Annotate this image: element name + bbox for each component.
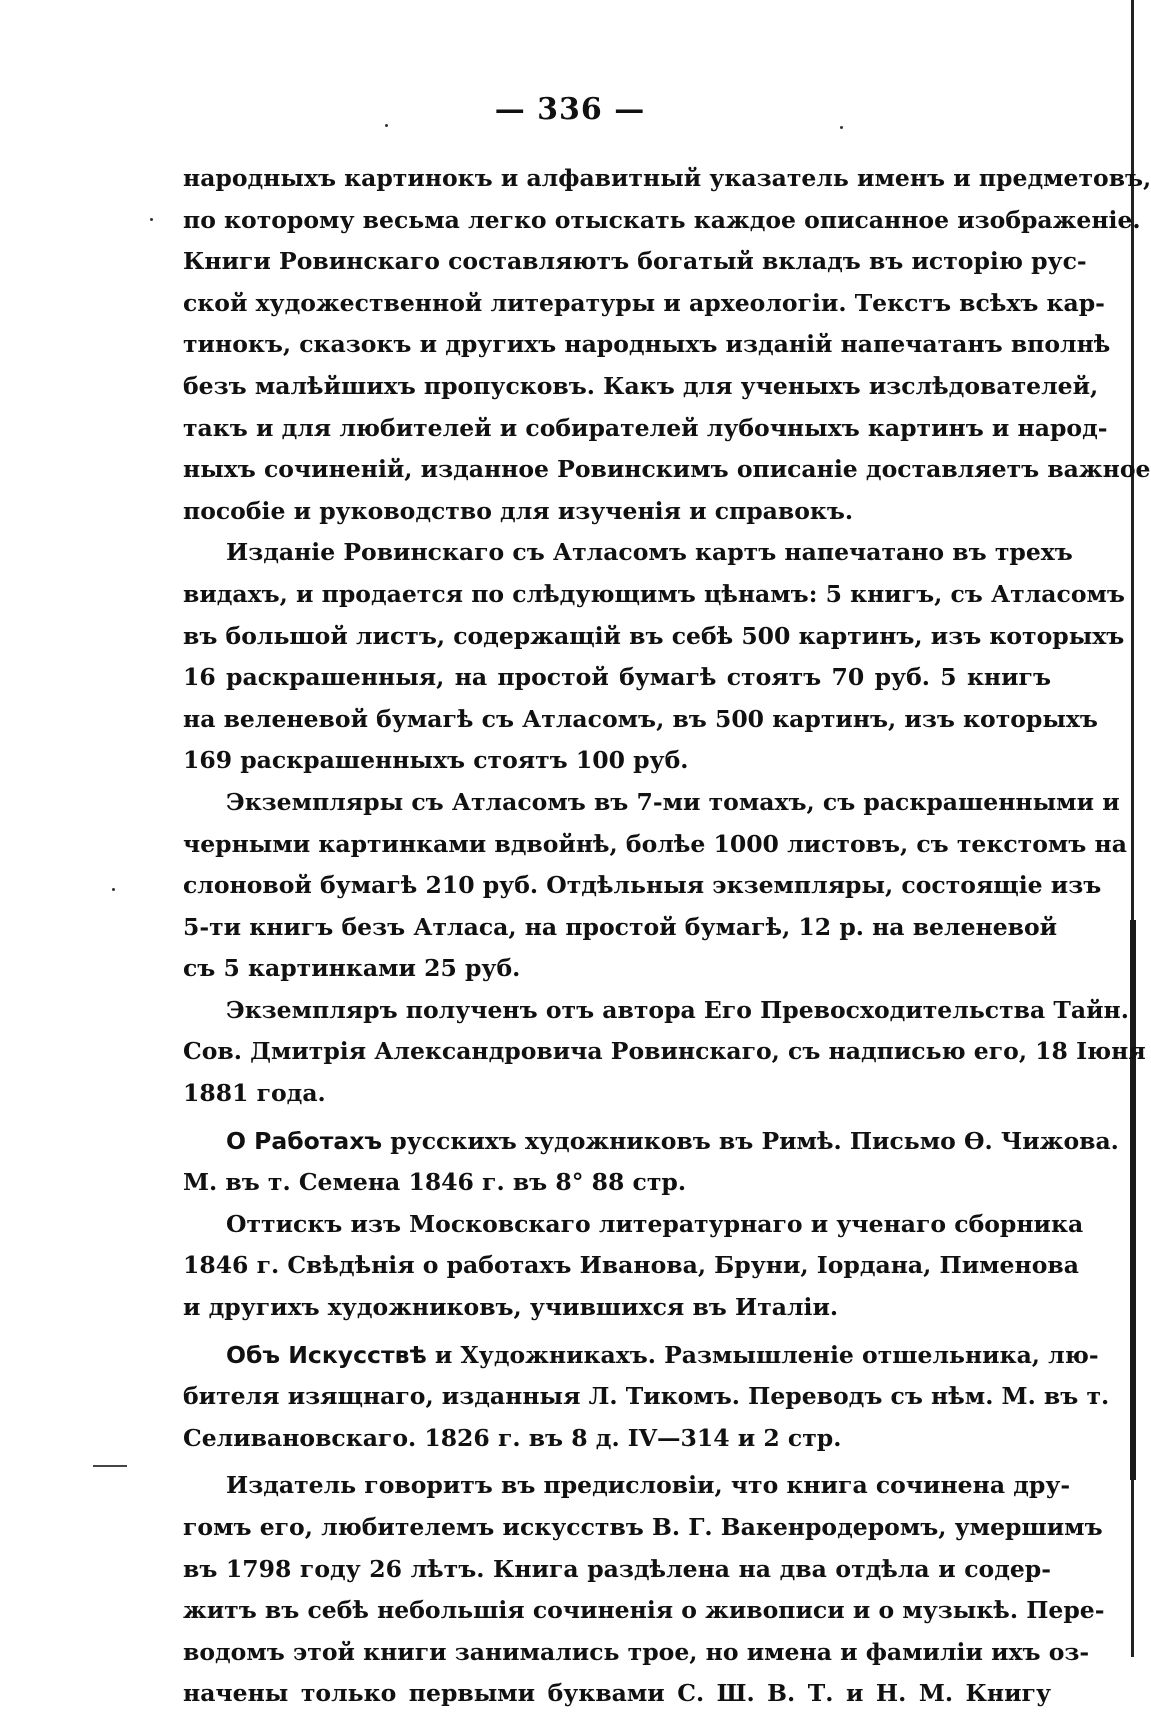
- line-text: пособіе и руководство для изученія и справокъ.: [183, 496, 854, 525]
- line-text: и Художникахъ. Размышленіе отшельника, лю-: [426, 1340, 1099, 1369]
- text-line: [183, 824, 1127, 866]
- text-line: [183, 1549, 1051, 1591]
- text-line: [183, 574, 1125, 616]
- text-line: [183, 1245, 1079, 1287]
- text-line: [183, 449, 1151, 491]
- line-text: 1881 года.: [183, 1079, 326, 1108]
- text-line: [183, 1376, 1110, 1418]
- line-text: такъ и для любителей и собирателей лубочныхъ картинъ и народ-: [183, 413, 1108, 442]
- line-text: народныхъ картинокъ и алфавитный указатель именъ и предметовъ,: [183, 164, 1151, 192]
- text-line: [183, 1287, 1051, 1329]
- text-line: [183, 865, 1102, 907]
- text-line: [183, 990, 1129, 1032]
- text-line: [183, 491, 1051, 533]
- print-speck: [112, 888, 115, 891]
- text-line: [183, 324, 1111, 366]
- text-line: [183, 408, 1108, 450]
- line-text: ской художественной литературы и археологіи. Текстъ всѣхъ кар-: [183, 288, 1105, 317]
- line-text: съ 5 картинками 25 руб.: [183, 954, 521, 983]
- text-line: [183, 1204, 1084, 1246]
- text-line: [183, 532, 1073, 574]
- line-text: 5-ти книгъ безъ Атласа, на простой бумагѣ, 12 р. на веленевой: [183, 912, 1058, 941]
- print-speck: [150, 218, 153, 221]
- line-text: Экземпляръ полученъ отъ автора Его Превосходительства Тайн.: [226, 995, 1129, 1024]
- text-line: [183, 200, 1141, 242]
- line-text: Книги Ровинскаго составляютъ богатый вкладъ въ исторію рус-: [183, 247, 1087, 276]
- line-text: водомъ этой книги занимались трое, но имена и фамиліи ихъ оз-: [183, 1637, 1090, 1666]
- line-text: черными картинками вдвойнѣ, болѣе 1000 листовъ, съ текстомъ на: [183, 829, 1127, 858]
- text-line: [183, 1121, 1119, 1163]
- line-text: Оттискъ изъ Московскаго литературнаго и ученаго сборника: [226, 1209, 1084, 1238]
- text-line: [183, 1673, 1051, 1715]
- line-text: бителя изящнаго, изданныя Л. Тикомъ. Переводъ съ нѣм. М. въ т.: [183, 1382, 1110, 1411]
- text-line: [183, 1507, 1103, 1549]
- line-text: начены только первыми буквами С. Ш. В. Т. и Н. М. Книгу: [183, 1679, 1051, 1708]
- line-text: по которому весьма легко отыскать каждое описанное изображеніе.: [183, 205, 1141, 234]
- line-text: Издатель говоритъ въ предисловіи, что книга сочинена дру-: [226, 1471, 1071, 1500]
- entry-title: Объ Искусствѣ: [226, 1340, 427, 1369]
- page-number: — 336 —: [494, 92, 646, 127]
- line-text: и другихъ художниковъ, учившихся въ Италіи.: [183, 1293, 839, 1322]
- line-text: житъ въ себѣ небольшія сочиненія о живописи и о музыкѣ. Пере-: [183, 1596, 1105, 1625]
- document-body: [183, 158, 1151, 1715]
- line-text: ныхъ сочиненій, изданное Ровинскимъ описаніе доставляетъ важное: [183, 455, 1151, 484]
- line-text: 169 раскрашенныхъ стоятъ 100 руб.: [183, 746, 689, 775]
- text-line: [183, 948, 1051, 990]
- text-line: [183, 699, 1098, 741]
- line-text: въ 1798 году 26 лѣтъ. Книга раздѣлена на два отдѣла и содер-: [183, 1554, 1051, 1583]
- line-text: 16 раскрашенныя, на простой бумагѣ стоятъ 70 руб. 5 книгъ: [183, 663, 1051, 692]
- text-line: [183, 907, 1058, 949]
- text-line: [183, 1465, 1071, 1507]
- line-text: на веленевой бумагѣ съ Атласомъ, въ 500 картинъ, изъ которыхъ: [183, 704, 1098, 733]
- line-text: безъ малѣйшихъ пропусковъ. Какъ для ученыхъ изслѣдователей,: [183, 371, 1099, 400]
- line-text: Сов. Дмитрія Александровича Ровинскаго, съ надписью его, 18 Іюня: [183, 1037, 1146, 1066]
- text-line: [183, 1162, 1051, 1204]
- margin-mark: [93, 1465, 127, 1467]
- line-text: 1846 г. Свѣдѣнія о работахъ Иванова, Бруни, Іордана, Пименова: [183, 1251, 1079, 1280]
- text-line: [183, 657, 1051, 699]
- text-line: [183, 782, 1120, 824]
- text-line: [183, 1418, 1051, 1460]
- line-text: тинокъ, сказокъ и другихъ народныхъ изданій напечатанъ вполнѣ: [183, 330, 1111, 359]
- line-text: Селивановскаго. 1826 г. въ 8 д. IV—314 и 2 стр.: [183, 1423, 842, 1452]
- page-binding-shadow: [1130, 920, 1136, 1480]
- text-line: [183, 1335, 1099, 1377]
- text-line: [183, 1632, 1090, 1674]
- text-line: [183, 366, 1099, 408]
- text-line: [183, 616, 1125, 658]
- text-line: [183, 241, 1087, 283]
- line-text: М. въ т. Семена 1846 г. въ 8° 88 стр.: [183, 1168, 687, 1197]
- text-line: [183, 158, 1151, 200]
- line-text: Экземпляры съ Атласомъ въ 7-ми томахъ, съ раскрашенными и: [226, 787, 1120, 816]
- line-text: слоновой бумагѣ 210 руб. Отдѣльныя экземпляры, состоящіе изъ: [183, 871, 1102, 900]
- line-text: въ большой листъ, содержащій въ себѣ 500 картинъ, изъ которыхъ: [183, 621, 1125, 650]
- line-text: Изданіе Ровинскаго съ Атласомъ картъ напечатано въ трехъ: [226, 538, 1073, 567]
- text-line: [183, 740, 1051, 782]
- text-line: [183, 1031, 1146, 1073]
- line-text: видахъ, и продается по слѣдующимъ цѣнамъ: 5 книгъ, съ Атласомъ: [183, 579, 1125, 608]
- line-text: русскихъ художниковъ въ Римѣ. Письмо Ѳ. Чижова.: [382, 1126, 1119, 1155]
- text-line: [183, 1073, 1051, 1115]
- text-line: [183, 283, 1105, 325]
- text-line: [183, 1590, 1105, 1632]
- entry-title: О Работахъ: [226, 1126, 383, 1155]
- line-text: гомъ его, любителемъ искусствъ В. Г. Вакенродеромъ, умершимъ: [183, 1513, 1103, 1541]
